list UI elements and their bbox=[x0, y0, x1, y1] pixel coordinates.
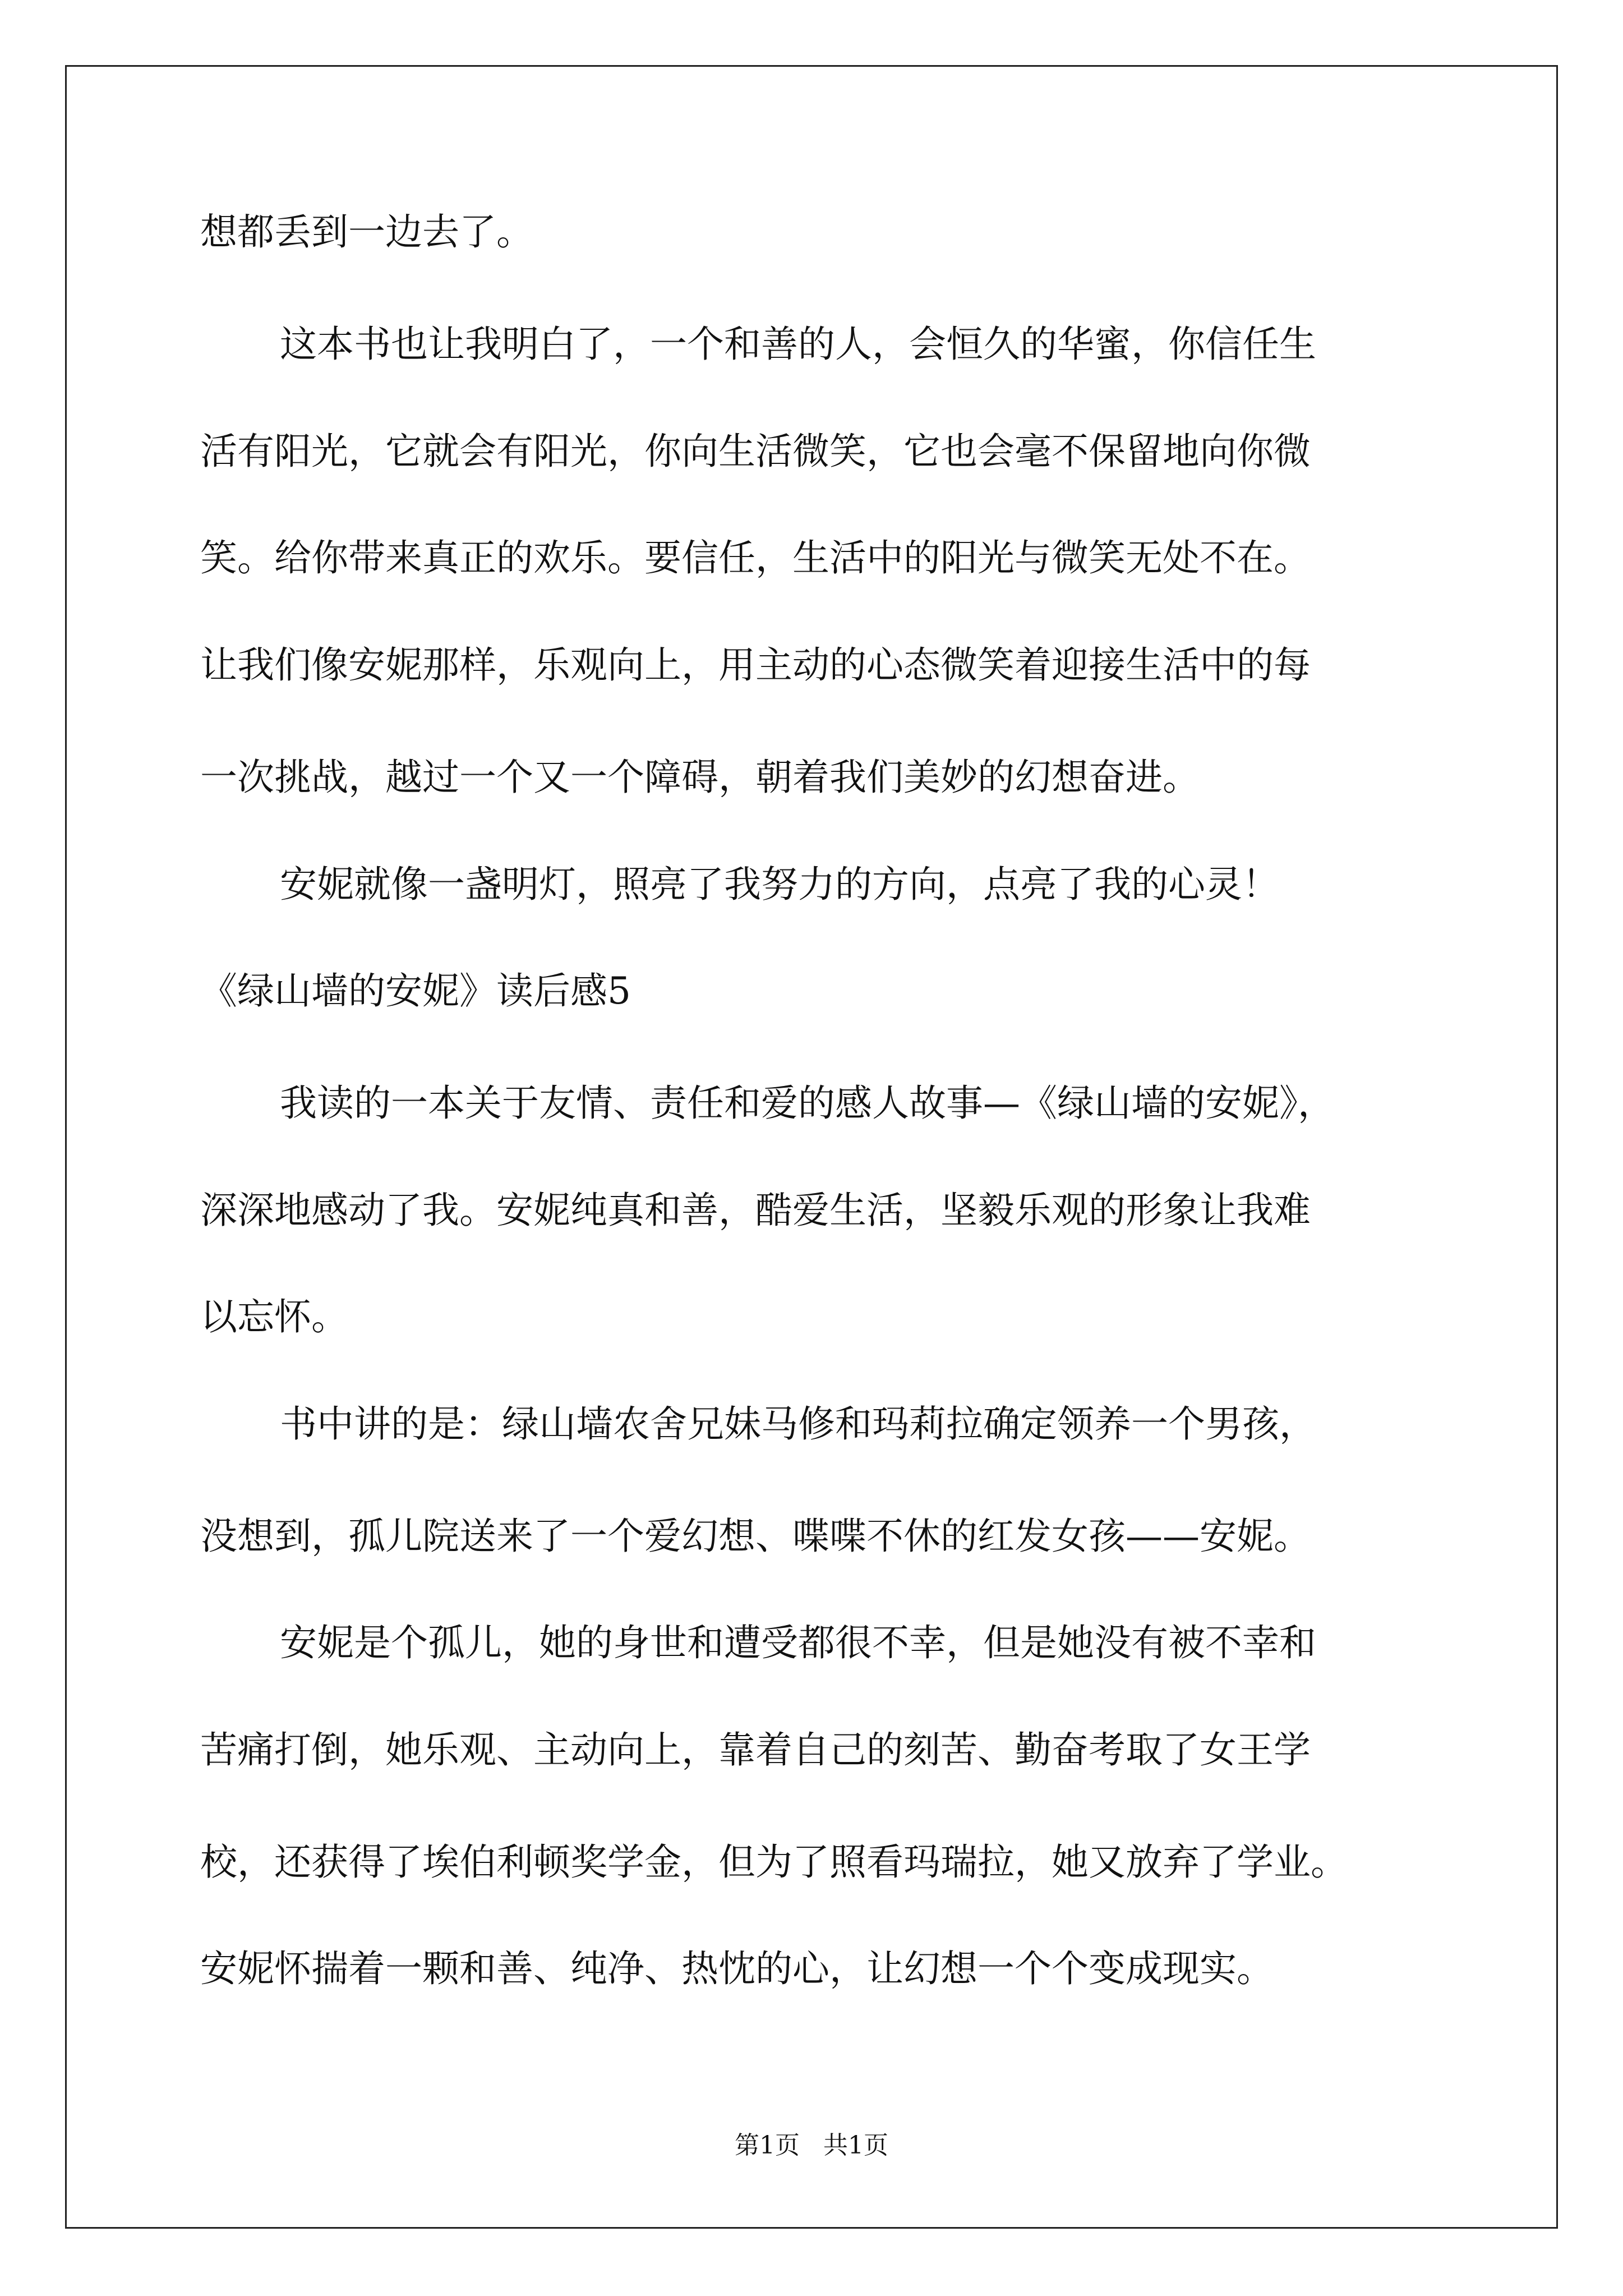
text-line: 想都丢到一边去了。 bbox=[200, 210, 533, 254]
paragraph-first-line: 我读的一本关于友情、责任和爱的感人故事—《绿山墙的安妮》， bbox=[280, 1082, 1335, 1125]
section-heading: 《绿山墙的安妮》读后感5 bbox=[200, 969, 631, 1013]
page-footer: 第1页 共1页 bbox=[735, 2131, 888, 2160]
paragraph-first-line: 这本书也让我明白了，一个和善的人，会恒久的华蜜，你信任生 bbox=[280, 323, 1316, 366]
paragraph-first-line: 安妮就像一盏明灯，照亮了我努力的方向，点亮了我的心灵！ bbox=[280, 863, 1279, 906]
text-line: 没想到，孤儿院送来了一个爱幻想、喋喋不休的红发女孩——安妮。 bbox=[200, 1515, 1311, 1558]
text-line: 深深地感动了我。安妮纯真和善，酷爱生活，坚毅乐观的形象让我难 bbox=[200, 1189, 1311, 1232]
text-line: 活有阳光，它就会有阳光，你向生活微笑，它也会毫不保留地向你微 bbox=[200, 430, 1311, 473]
text-line: 安妮怀揣着一颗和善、纯净、热忱的心，让幻想一个个变成现实。 bbox=[200, 1947, 1274, 1990]
page-border bbox=[65, 65, 1558, 2229]
text-line: 苦痛打倒，她乐观、主动向上，靠着自己的刻苦、勤奋考取了女王学 bbox=[200, 1728, 1311, 1772]
text-line: 让我们像安妮那样，乐观向上，用主动的心态微笑着迎接生活中的每 bbox=[200, 643, 1311, 687]
text-line: 以忘怀。 bbox=[200, 1295, 348, 1338]
text-line: 校，还获得了埃伯利顿奖学金，但为了照看玛瑞拉，她又放弃了学业。 bbox=[200, 1841, 1348, 1884]
paragraph-first-line: 安妮是个孤儿，她的身世和遭受都很不幸，但是她没有被不幸和 bbox=[280, 1621, 1316, 1664]
text-line: 一次挑战，越过一个又一个障碍，朝着我们美妙的幻想奋进。 bbox=[200, 756, 1200, 799]
paragraph-first-line: 书中讲的是：绿山墙农舍兄妹马修和玛莉拉确定领养一个男孩， bbox=[280, 1402, 1316, 1446]
text-line: 笑。给你带来真正的欢乐。要信任，生活中的阳光与微笑无处不在。 bbox=[200, 536, 1311, 579]
